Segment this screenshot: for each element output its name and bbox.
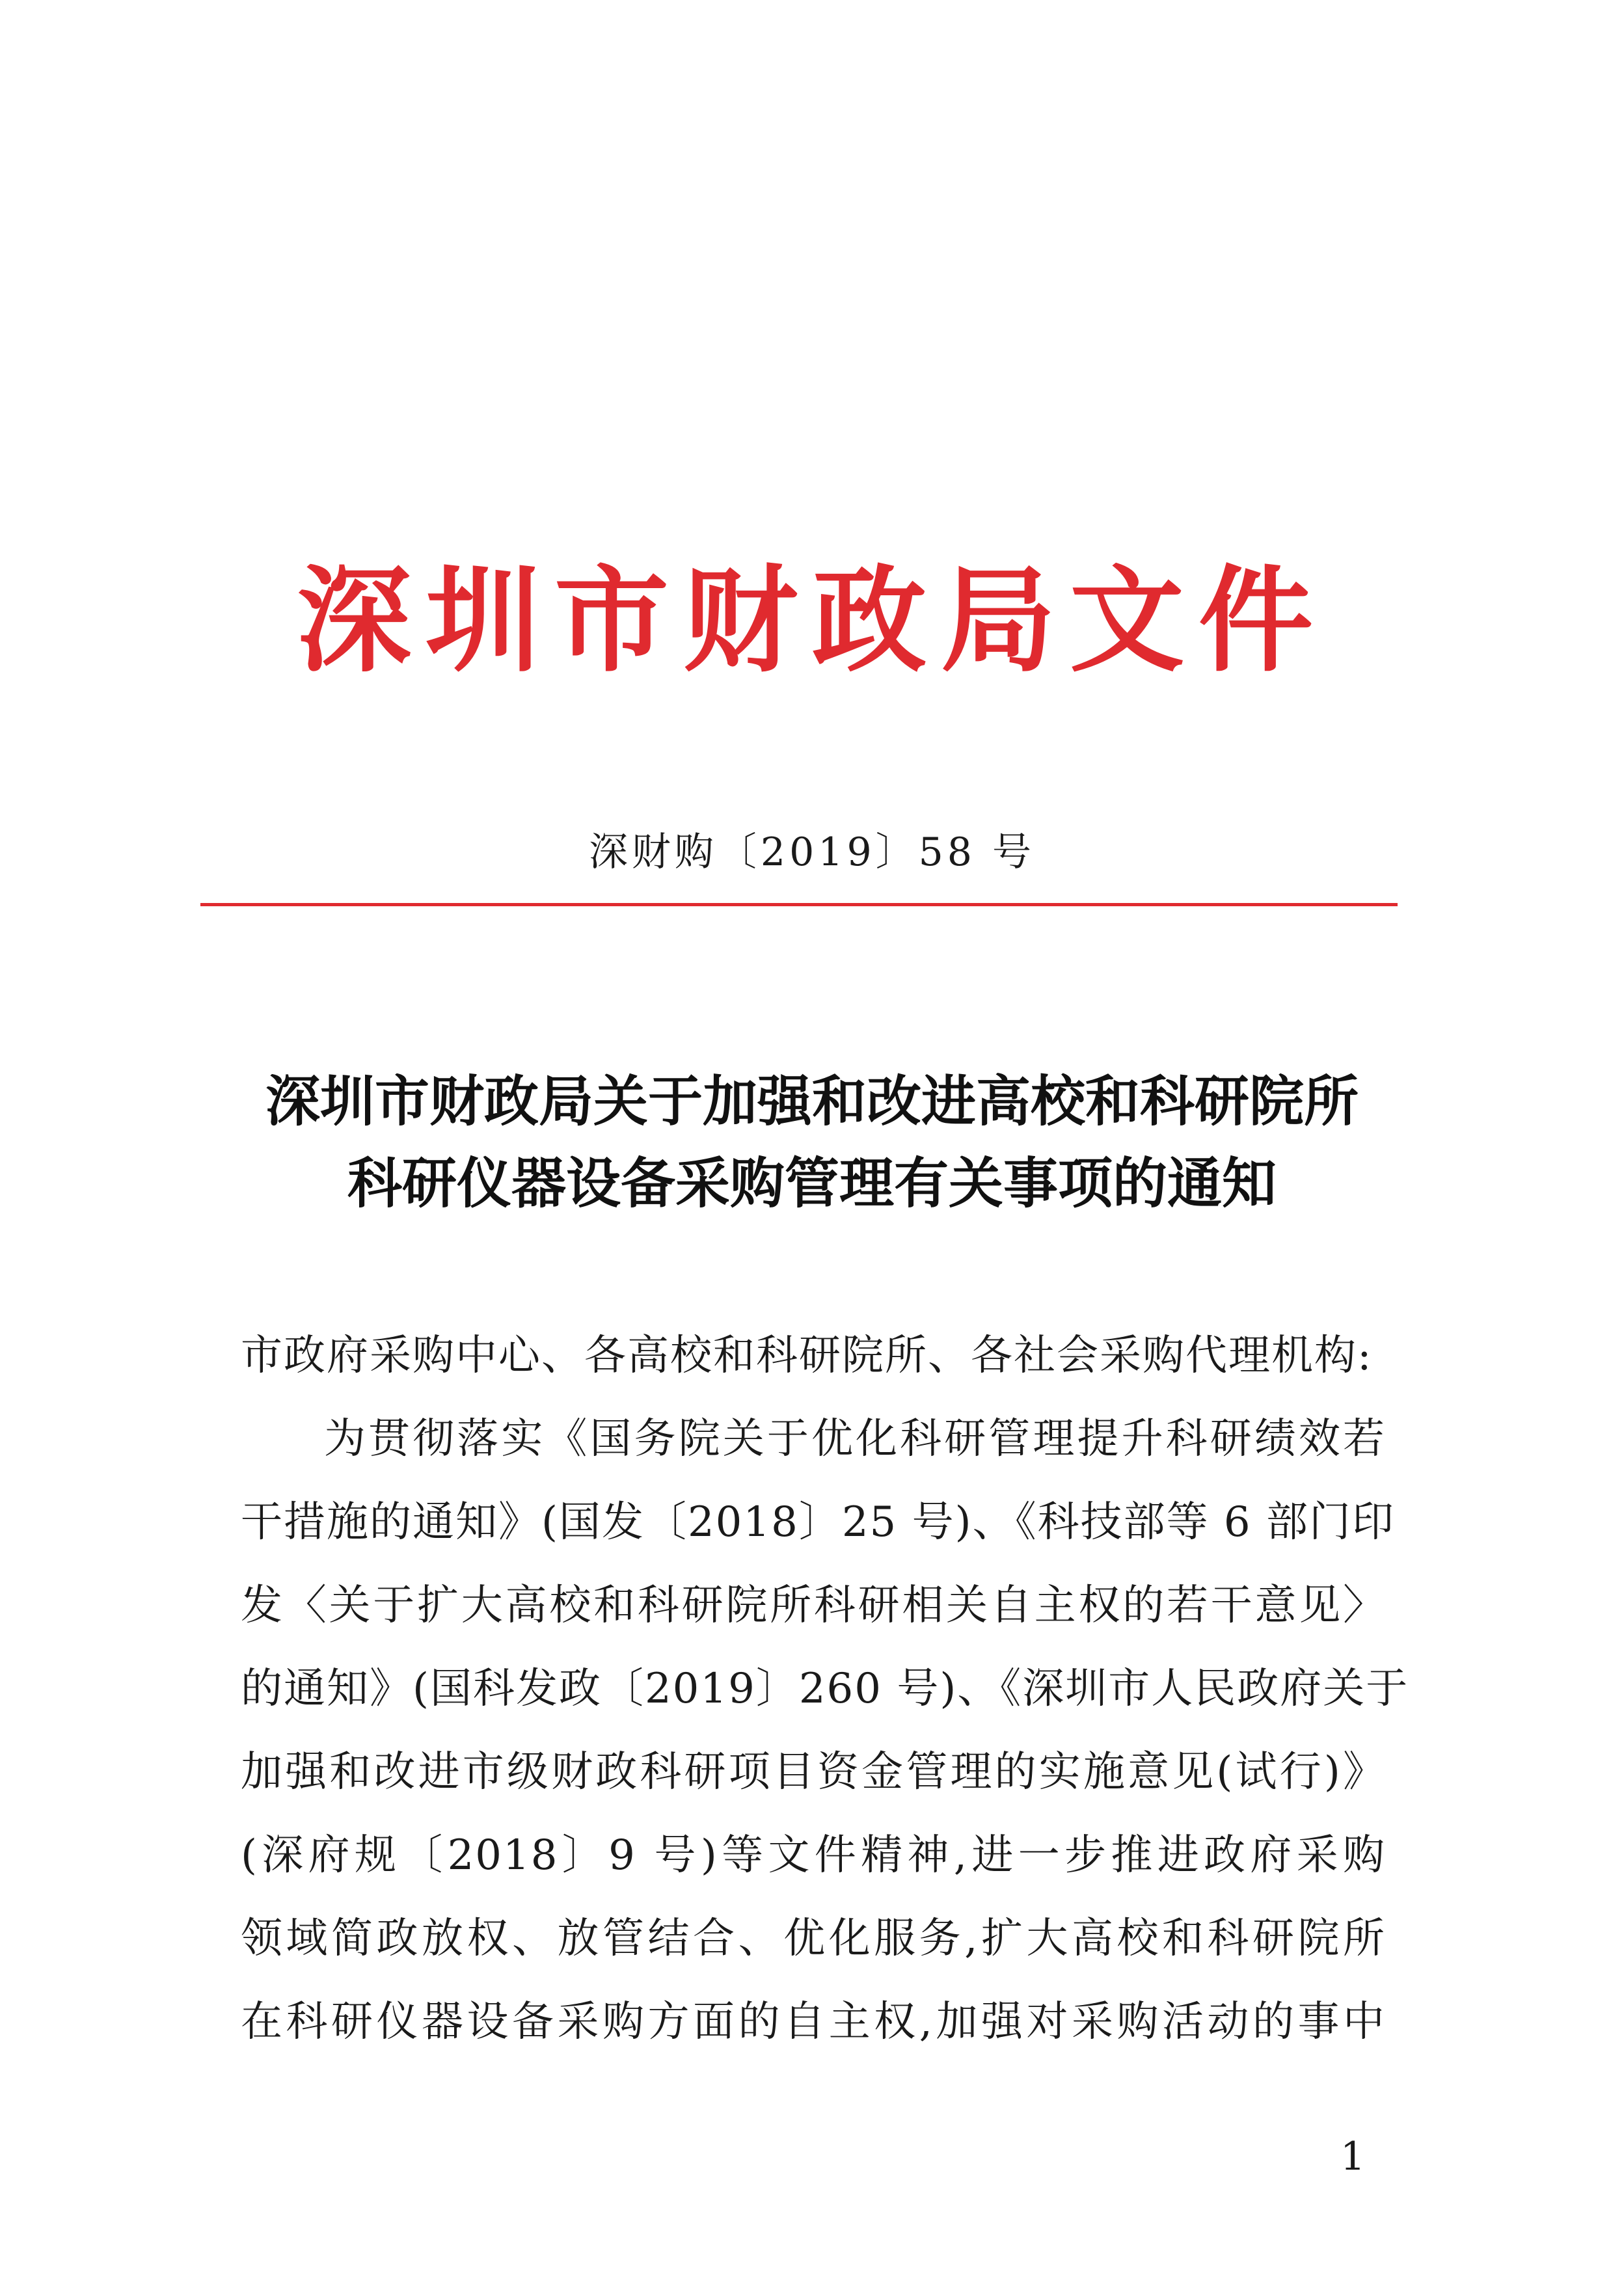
body-line: 干措施的通知》(国发〔2018〕25 号)、《科技部等 6 部门印 (241, 1498, 1395, 1546)
body-line: 在科研仪器设备采购方面的自主权,加强对采购活动的事中 (241, 1998, 1386, 2046)
notice-title (0, 1060, 1624, 1224)
notice-body (241, 1314, 1409, 2064)
body-line: (深府规〔2018〕9 号)等文件精神,进一步推进政府采购 (241, 1831, 1386, 1879)
notice-title-line: 深圳市财政局关于加强和改进高校和科研院所 (265, 1069, 1359, 1133)
red-divider-line (200, 903, 1398, 906)
body-line: 的通知》(国科发政〔2019〕260 号)、《深圳市人民政府关于 (241, 1665, 1409, 1713)
body-line: 发〈关于扩大高校和科研院所科研相关自主权的若干意见〉 (241, 1582, 1386, 1630)
document-number: 深财购〔2019〕58 号 (588, 829, 1036, 875)
body-line: 为贯彻落实《国务院关于优化科研管理提升科研绩效若 (324, 1415, 1386, 1463)
body-line: 加强和改进市级财政科研项目资金管理的实施意见(试行)》 (241, 1748, 1386, 1796)
document-header-title: 深圳市财政局文件 (296, 554, 1327, 688)
addressee-line: 市政府采购中心、各高校和科研院所、各社会采购代理机构: (241, 1332, 1373, 1380)
body-line: 领域简政放权、放管结合、优化服务,扩大高校和科研院所 (241, 1915, 1386, 1963)
page-number: 1 (1340, 2134, 1366, 2179)
notice-title-line: 科研仪器设备采购管理有关事项的通知 (347, 1151, 1277, 1215)
